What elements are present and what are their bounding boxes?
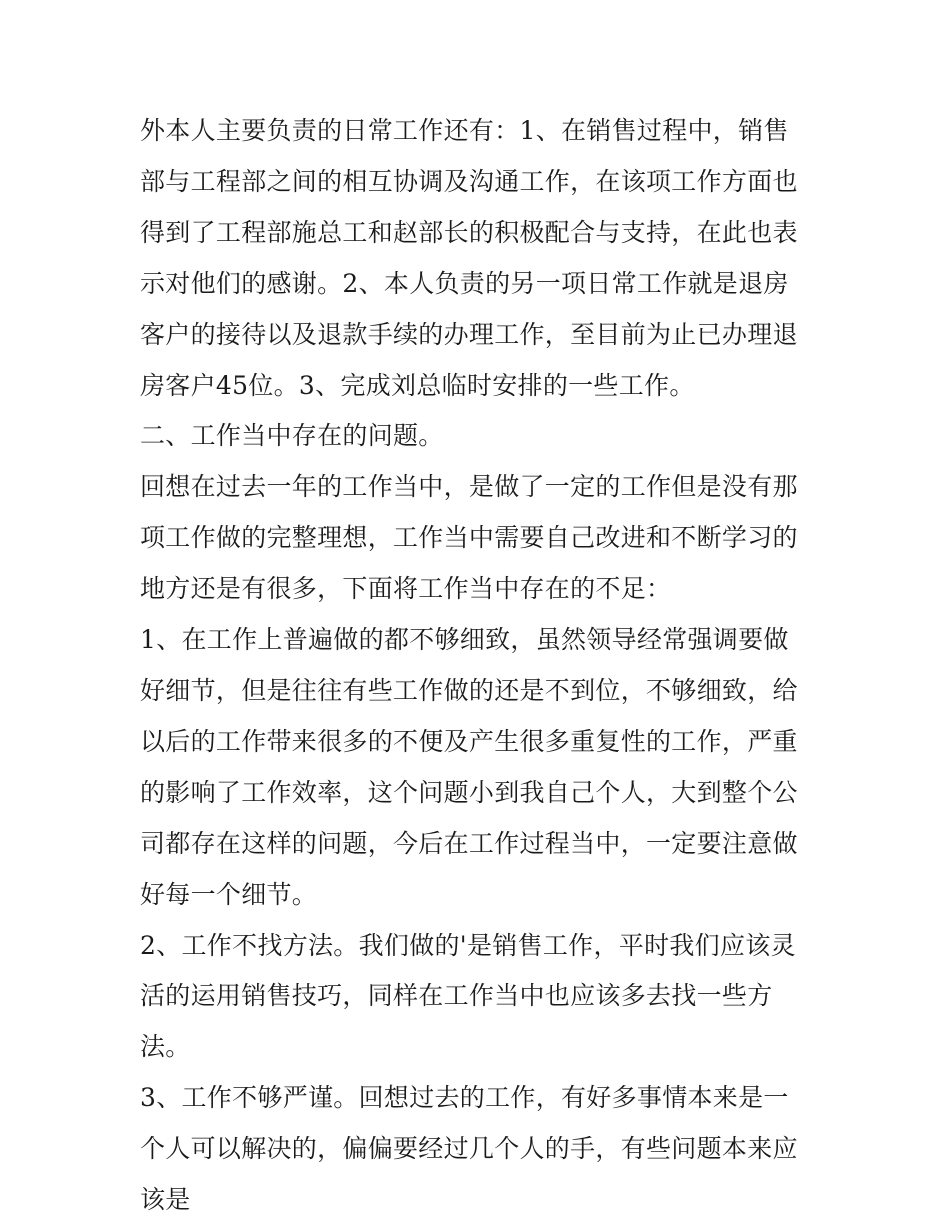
paragraph-point-1: 1、在工作上普遍做的都不够细致，虽然领导经常强调要做好细节，但是往往有些工作做的还是不到位，不够细致，给以后的工作带来很多的不便及产生很多重复性的工作，严重的影响了工作效率，这个问题小到我自己个人，大到整个公司都存在这样的问题，今后在工作过程当中，一定要注意做好每一个细节。	[140, 625, 798, 909]
section-heading-problems: 二、工作当中存在的问题。	[140, 421, 444, 451]
paragraph-daily-work: 外本人主要负责的日常工作还有：1、在销售过程中，销售部与工程部之间的相互协调及沟通工作，在该项工作方面也得到了工程部施总工和赵部长的积极配合与支持，在此也表示对他们的感谢。2、本人负责的另一项日常工作就是退房客户的接待以及退款手续的办理工作，至目前为止已办理退房客户45位。3、完成刘总临时安排的一些工作。	[140, 116, 798, 400]
paragraph-point-3: 3、工作不够严谨。回想过去的工作，有好多事情本来是一个人可以解决的，偏偏要经过几个人的手，有些问题本来应该是	[140, 1083, 798, 1215]
document-body	[140, 106, 812, 1226]
paragraph-reflection: 回想在过去一年的工作当中，是做了一定的工作但是没有那项工作做的完整理想，工作当中需要自己改进和不断学习的地方还是有很多，下面将工作当中存在的不足：	[140, 472, 798, 604]
paragraph-point-2: 2、工作不找方法。我们做的'是销售工作，平时我们应该灵活的运用销售技巧，同样在工作当中也应该多去找一些方法。	[140, 930, 796, 1062]
